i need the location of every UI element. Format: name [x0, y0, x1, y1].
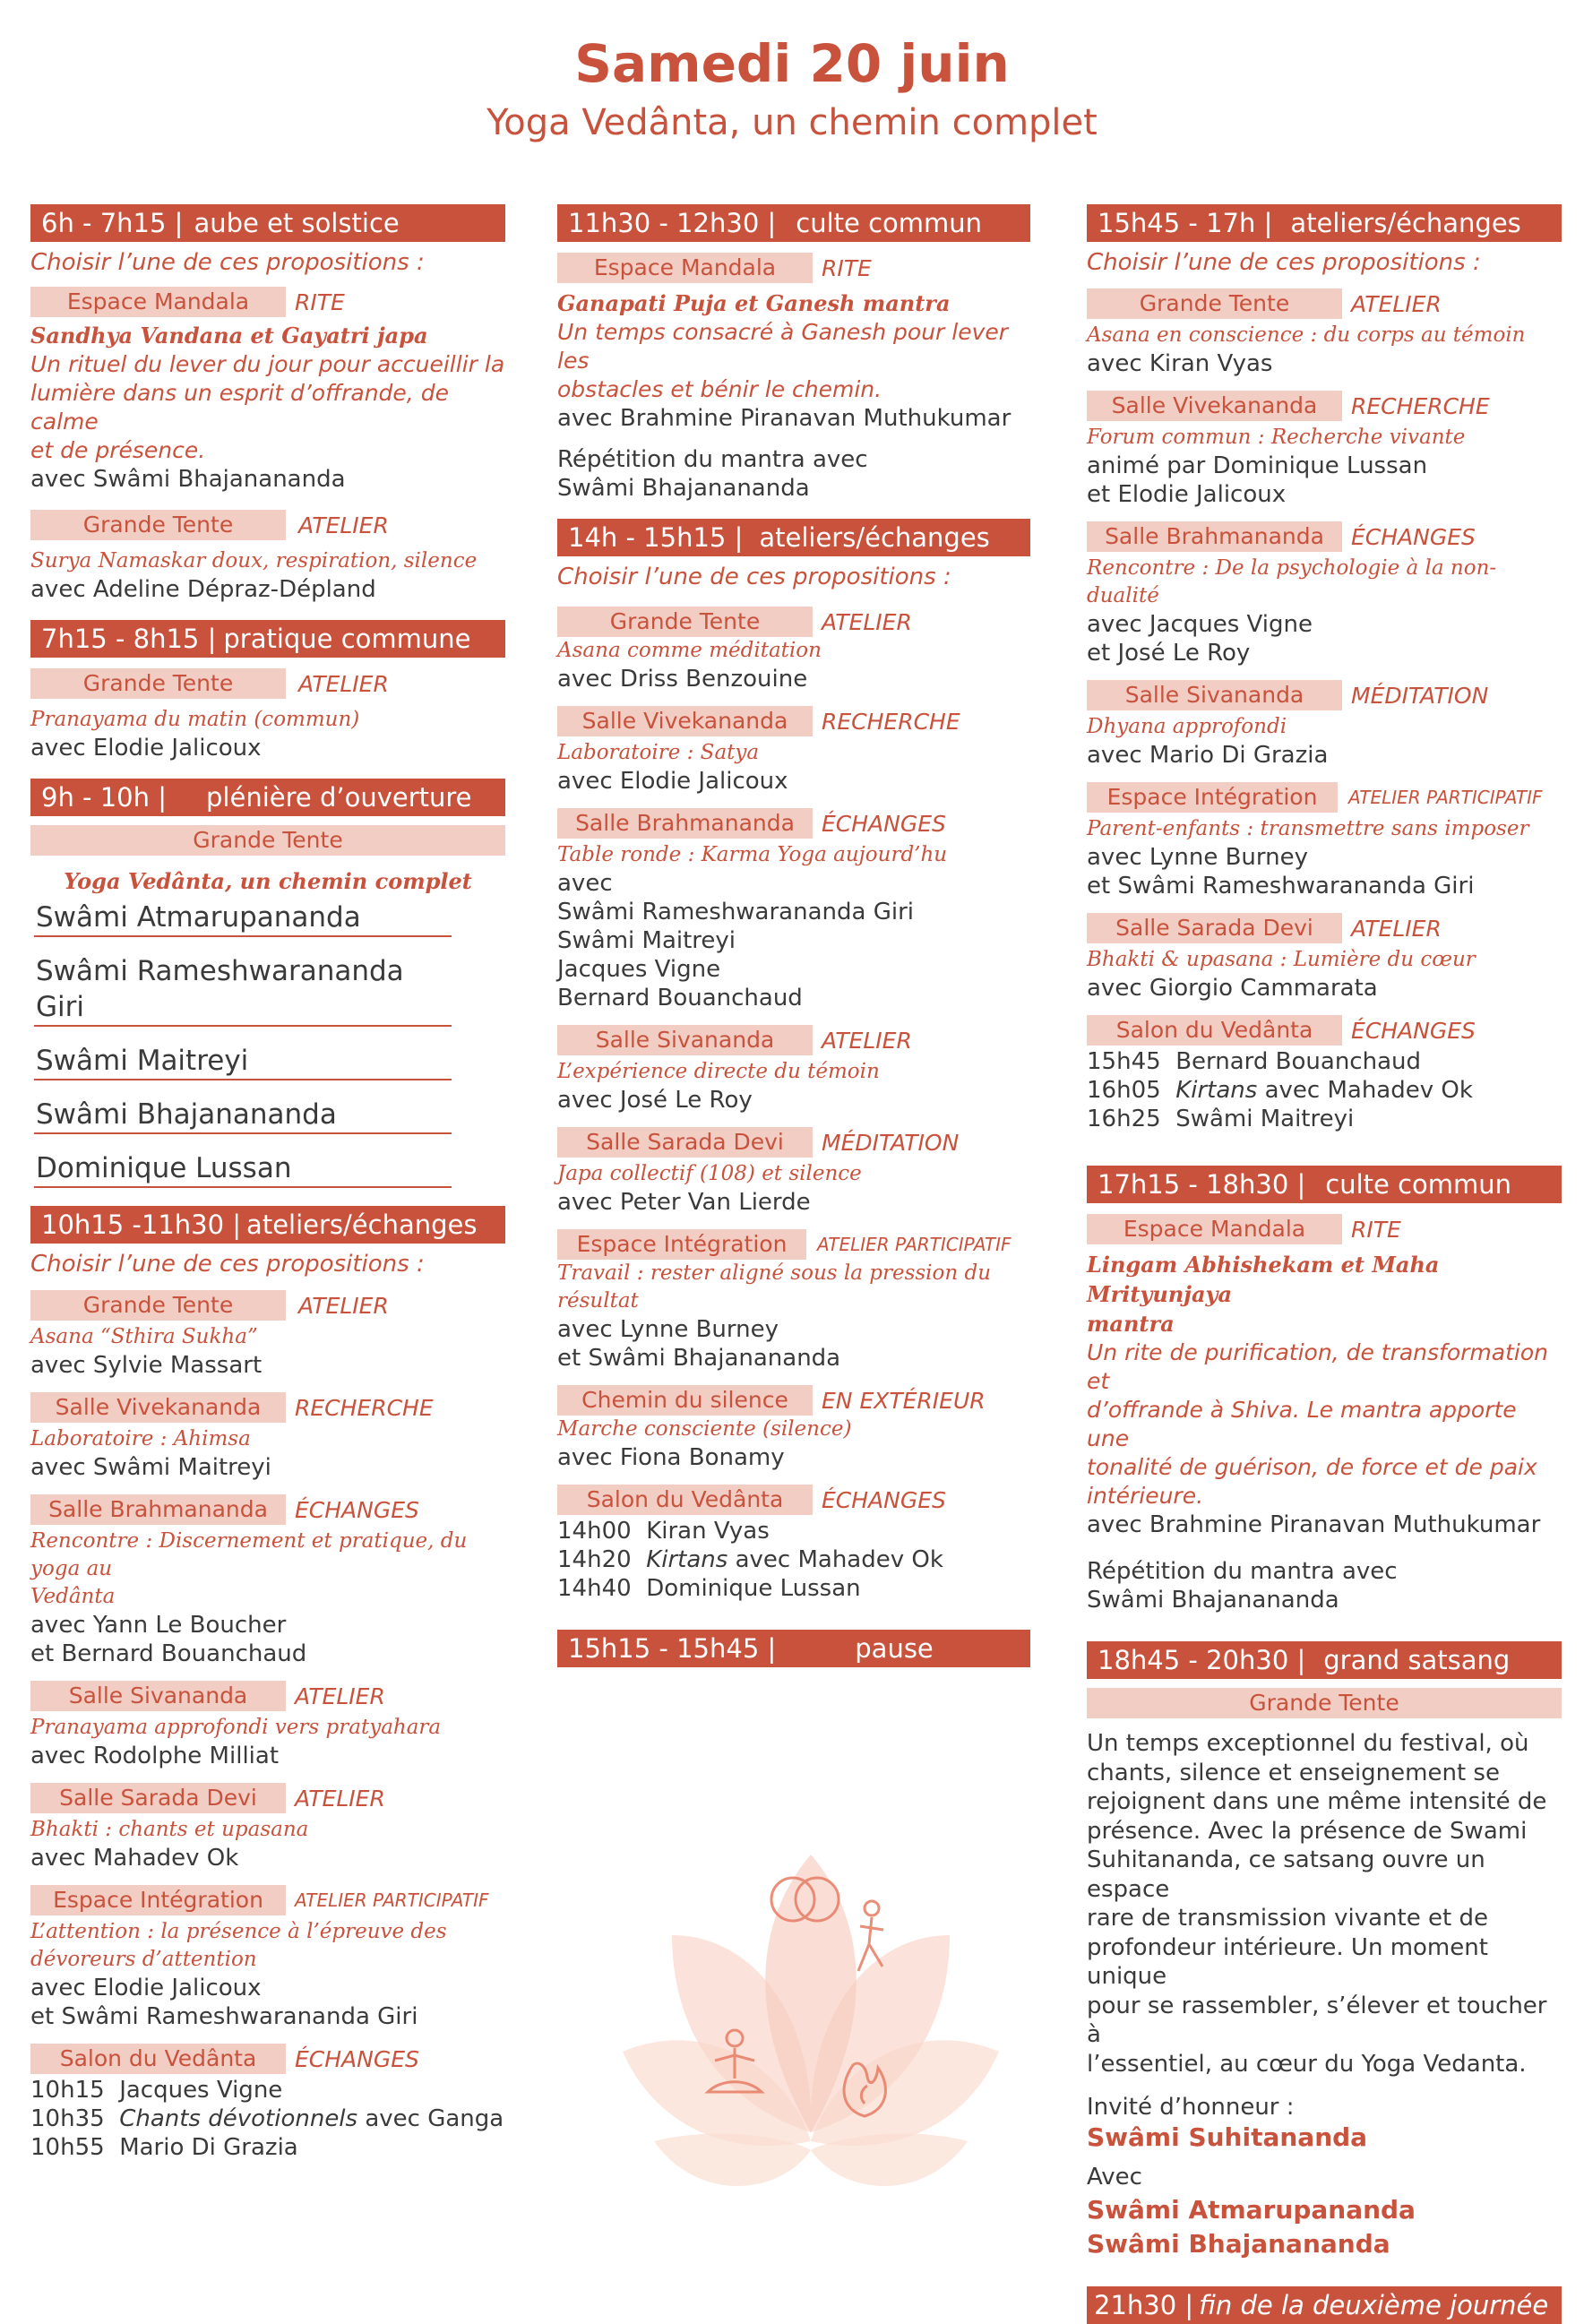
type-tag: ÉCHANGES	[295, 2045, 419, 2072]
session-topic: Dhyana approfondi	[1087, 715, 1287, 738]
section-header	[1087, 1166, 1562, 1203]
salon-row	[30, 2133, 505, 2162]
lotus-illustration	[618, 1837, 1003, 2222]
type-tag: ÉCHANGES	[822, 1486, 946, 1513]
session-desc-line: Un temps consacré à Ganesh pour lever les	[557, 319, 1009, 374]
section-header	[1087, 1641, 1562, 1679]
end-label: fin de la deuxième journée	[1199, 2290, 1549, 2320]
session-item	[30, 510, 505, 604]
type-tag: RECHERCHE	[295, 1394, 434, 1421]
type-tag: EN EXTÉRIEUR	[822, 1387, 986, 1414]
session-speaker: avec Adeline Dépraz-Dépland	[30, 576, 376, 603]
satsang-line: profondeur intérieure. Un moment unique	[1087, 1933, 1488, 1990]
type-tag: ATELIER	[822, 1027, 912, 1054]
salon-speaker: avec Mahadev Ok	[735, 1546, 943, 1573]
salon-row	[30, 2076, 505, 2105]
session-speaker: Jacques Vigne	[557, 956, 721, 983]
session-speaker: avec Jacques Vigne	[1087, 611, 1313, 638]
plenary-speaker: Swâmi Atmarupananda	[34, 899, 452, 937]
location-tag: Espace Intégration	[30, 1885, 286, 1915]
session-topic: Laboratoire : Ahimsa	[30, 1427, 251, 1450]
session-item	[30, 1494, 505, 1668]
session-item	[557, 1229, 1030, 1373]
type-tag: RITE	[1351, 1216, 1401, 1243]
type-tag: ATELIER	[295, 1683, 385, 1709]
session-speaker: Swâmi Maitreyi	[557, 927, 736, 954]
section-name: pratique commune	[223, 624, 471, 654]
session-item	[30, 1681, 505, 1770]
salon-time: 10h35	[30, 2105, 105, 2132]
session-topic: Bhakti & upasana : Lumière du cœur	[1087, 948, 1476, 971]
session-item	[557, 253, 1030, 503]
session-desc-line: d’offrande à Shiva. Le mantra apporte une	[1087, 1397, 1517, 1451]
session-speaker: et José Le Roy	[1087, 640, 1251, 667]
salon-speaker: Jacques Vigne	[119, 2077, 283, 2104]
session-speaker: avec Rodolphe Milliat	[30, 1743, 280, 1769]
session-speaker: avec Peter Van Lierde	[557, 1189, 811, 1216]
session-desc-line: obstacles et bénir le chemin.	[557, 376, 882, 402]
session-item	[1087, 782, 1562, 900]
session-title: Ganapati Puja et Ganesh mantra	[557, 290, 951, 316]
type-tag: ATELIER	[1351, 915, 1442, 942]
location-tag: Grande Tente	[1087, 288, 1342, 319]
session-speaker: avec Driss Benzouine	[557, 666, 808, 693]
session-speaker: et Swâmi Rameshwarananda Giri	[1087, 873, 1475, 899]
session-topic: Rencontre : De la psychologie à la non-dualité	[1087, 556, 1497, 607]
session-speaker: avec	[557, 870, 613, 897]
mantra-repetition: Swâmi Bhajanananda	[557, 475, 810, 502]
salon-row	[557, 1574, 1030, 1603]
column-afternoon	[1087, 204, 1562, 2324]
mantra-repetition: Swâmi Bhajanananda	[1087, 1587, 1339, 1614]
section-header	[557, 519, 1030, 556]
session-speaker: et Bernard Bouanchaud	[30, 1640, 307, 1667]
session-desc-line: tonalité de guérison, de force et de paix	[1087, 1454, 1537, 1480]
salon-time: 15h45	[1087, 1048, 1161, 1075]
section-header	[30, 204, 505, 242]
session-item	[557, 1385, 1030, 1472]
session-speaker: avec Elodie Jalicoux	[30, 1975, 262, 2001]
type-tag: RECHERCHE	[1351, 392, 1490, 419]
location-tag: Espace Mandala	[30, 287, 286, 317]
salon-speaker: Dominique Lussan	[646, 1575, 861, 1602]
location-tag: Salon du Vedânta	[1087, 1015, 1342, 1046]
salon-row	[557, 1517, 1030, 1545]
location-tag: Grande Tente	[30, 668, 286, 699]
session-item	[30, 1392, 505, 1482]
location-tag: Espace Mandala	[557, 253, 813, 283]
section-time: 15h45 - 17h |	[1098, 208, 1273, 238]
type-tag: ATELIER	[298, 670, 389, 697]
section-name: culte commun	[1325, 1169, 1512, 1200]
satsang-line: chants, silence et enseignement se	[1087, 1759, 1500, 1786]
plenary-speaker: Dominique Lussan	[34, 1150, 452, 1188]
session-speaker: avec Mario Di Grazia	[1087, 742, 1329, 769]
section-time: 15h15 - 15h45 |	[568, 1633, 777, 1664]
guest-of-honour: Swâmi Suhitananda	[1087, 2122, 1368, 2152]
session-desc-line: lumière dans un esprit d’offrande, de calme	[30, 380, 449, 435]
satsang-line: Suhitananda, ce satsang ouvre un espace	[1087, 1846, 1485, 1903]
session-item	[557, 706, 1030, 796]
salon-speaker: avec Mahadev Ok	[1264, 1077, 1473, 1104]
session-item	[1087, 521, 1562, 667]
session-speaker: avec Mahadev Ok	[30, 1845, 239, 1872]
type-tag: ATELIER	[1351, 290, 1442, 317]
mantra-repetition: Répétition du mantra avec	[1087, 1558, 1398, 1585]
session-speaker: avec Elodie Jalicoux	[557, 768, 788, 795]
salon-row	[1087, 1105, 1562, 1133]
section-time: 18h45 - 20h30 |	[1098, 1645, 1306, 1675]
location-tag: Salle Sivananda	[1087, 680, 1342, 710]
section-header	[1087, 204, 1562, 242]
type-tag: ATELIER	[822, 608, 912, 635]
location-tag: Salon du Vedânta	[30, 2044, 286, 2074]
column-midday	[557, 204, 1030, 1667]
type-tag: ATELIER	[298, 1292, 389, 1319]
session-topic: Bhakti : chants et upasana	[30, 1818, 309, 1841]
plenary-speaker: Swâmi Bhajanananda	[34, 1097, 452, 1134]
guest-label: Invité d’honneur :	[1087, 2094, 1295, 2121]
location-tag: Salle Sarada Devi	[30, 1783, 286, 1813]
session-topic: L’attention : la présence à l’épreuve des	[30, 1920, 447, 1943]
column-morning	[30, 204, 505, 2162]
section-name: ateliers/échanges	[759, 522, 990, 553]
session-item	[30, 1783, 505, 1872]
plenary-speaker: Swâmi Rameshwarananda Giri	[34, 953, 452, 1027]
section-time: 10h15 -11h30 |	[41, 1209, 242, 1240]
session-speaker: Bernard Bouanchaud	[557, 985, 803, 1011]
session-item	[30, 1290, 505, 1380]
type-tag: ATELIER PARTICIPATIF	[817, 1234, 1012, 1255]
session-topic: L’expérience directe du témoin	[557, 1060, 880, 1083]
session-topic: Pranayama approfondi vers pratyahara	[30, 1716, 442, 1739]
session-item	[557, 1127, 1030, 1217]
type-tag: ÉCHANGES	[822, 810, 946, 837]
satsang-description	[1087, 1729, 1562, 2079]
session-item	[1087, 288, 1562, 378]
satsang-line: l’essentiel, au cœur du Yoga Vedanta.	[1087, 2050, 1527, 2078]
section-time: 17h15 - 18h30 |	[1098, 1169, 1306, 1200]
salon-time: 16h25	[1087, 1106, 1161, 1132]
featured-speaker: Swâmi Bhajanananda	[1087, 2229, 1390, 2259]
type-tag: ATELIER PARTICIPATIF	[295, 1889, 489, 1911]
section-name: culte commun	[796, 208, 983, 238]
session-speaker: avec Swâmi Bhajanananda	[30, 466, 346, 493]
session-item	[30, 668, 505, 762]
location-tag: Espace Intégration	[557, 1229, 806, 1260]
location-tag: Grande Tente	[30, 825, 505, 856]
section-header	[30, 779, 505, 816]
type-tag: ATELIER PARTICIPATIF	[1348, 787, 1543, 808]
session-topic: Travail : rester aligné sous la pression du résultat	[557, 1261, 992, 1313]
type-tag: ATELIER	[295, 1785, 385, 1812]
session-speaker: avec Giorgio Cammarata	[1087, 975, 1378, 1002]
salon-row	[1087, 1047, 1562, 1076]
section-name: grand satsang	[1323, 1645, 1511, 1675]
session-speaker: et Elodie Jalicoux	[1087, 481, 1287, 508]
satsang-line: pour se rassembler, s’élever et toucher à	[1087, 1992, 1547, 2048]
featured-speaker: Swâmi Atmarupananda	[1087, 2195, 1416, 2225]
satsang-line: rejoignent dans une même intensité de	[1087, 1788, 1547, 1815]
location-tag: Salle Vivekananda	[30, 1392, 286, 1423]
session-speaker: avec Yann Le Boucher	[30, 1612, 287, 1639]
salon-row	[557, 1545, 1030, 1574]
salon-speaker: Mario Di Grazia	[119, 2134, 298, 2161]
location-tag: Salle Sarada Devi	[557, 1127, 813, 1158]
salon-time: 10h15	[30, 2077, 105, 2104]
salon-activity: Chants dévotionnels	[119, 2105, 358, 2132]
salon-speaker: avec Ganga	[365, 2105, 504, 2132]
with-label: Avec	[1087, 2164, 1142, 2191]
location-tag: Grande Tente	[30, 510, 286, 540]
session-topic: Pranayama du matin (commun)	[30, 708, 360, 731]
session-item	[30, 2044, 505, 2162]
plenary-speaker: Swâmi Maitreyi	[34, 1043, 452, 1080]
session-speaker: avec Swâmi Maitreyi	[30, 1454, 271, 1481]
session-title: Sandhya Vandana et Gayatri japa	[30, 323, 428, 349]
type-tag: ÉCHANGES	[295, 1496, 419, 1523]
end-time: 21h30 |	[1094, 2290, 1194, 2320]
type-tag: RITE	[295, 288, 345, 315]
session-topic: Marche consciente (silence)	[557, 1417, 852, 1441]
salon-time: 14h20	[557, 1546, 632, 1573]
session-desc-line: et de présence.	[30, 437, 206, 463]
session-topic: Surya Namaskar doux, respiration, silence	[30, 549, 478, 572]
session-speaker: avec Kiran Vyas	[1087, 350, 1273, 377]
section-header	[557, 204, 1030, 242]
session-topic: dévoreurs d’attention	[30, 1948, 257, 1971]
end-of-day-banner	[1087, 2286, 1562, 2324]
salon-activity: Kirtans	[646, 1546, 728, 1573]
type-tag: MÉDITATION	[1351, 682, 1489, 709]
choose-hint: Choisir l’une de ces propositions :	[30, 1251, 425, 1278]
session-item	[1087, 1015, 1562, 1133]
mantra-repetition: Répétition du mantra avec	[557, 446, 868, 473]
session-topic: Asana comme méditation	[557, 639, 822, 662]
type-tag: ÉCHANGES	[1351, 1017, 1476, 1044]
session-speaker: animé par Dominique Lussan	[1087, 452, 1428, 479]
session-speaker: avec Sylvie Massart	[30, 1352, 263, 1379]
session-topic: Asana “Sthira Sukha”	[30, 1325, 258, 1348]
salon-speaker: Swâmi Maitreyi	[1175, 1106, 1355, 1132]
satsang-line: rare de transmission vivante et de	[1087, 1905, 1488, 1932]
session-speaker: avec Brahmine Piranavan Muthukumar	[1087, 1511, 1541, 1538]
page-title: Samedi 20 juin	[574, 33, 1010, 94]
session-topic: Vedânta	[30, 1585, 116, 1608]
location-tag: Salle Brahmananda	[557, 808, 813, 839]
location-tag: Grande Tente	[557, 607, 813, 637]
session-speaker: avec Brahmine Piranavan Muthukumar	[557, 405, 1012, 432]
choose-hint: Choisir l’une de ces propositions :	[557, 564, 951, 590]
choose-hint: Choisir l’une de ces propositions :	[1087, 249, 1481, 276]
session-item	[1087, 391, 1562, 509]
section-time: 9h - 10h |	[41, 782, 168, 813]
location-tag: Grande Tente	[30, 1290, 286, 1321]
session-item	[557, 607, 1030, 693]
salon-time: 14h00	[557, 1518, 632, 1545]
salon-time: 10h55	[30, 2134, 105, 2161]
salon-time: 16h05	[1087, 1077, 1161, 1104]
satsang-line: présence. Avec la présence de Swami	[1087, 1817, 1528, 1845]
section-name: ateliers/échanges	[1290, 208, 1521, 238]
salon-speaker: Bernard Bouanchaud	[1175, 1048, 1421, 1075]
section-time: 6h - 7h15 |	[41, 208, 184, 238]
salon-time: 14h40	[557, 1575, 632, 1602]
section-name: aube et solstice	[194, 208, 400, 238]
session-speaker: et Swâmi Rameshwarananda Giri	[30, 2003, 418, 2030]
type-tag: RITE	[822, 254, 872, 281]
choose-hint: Choisir l’une de ces propositions :	[30, 249, 425, 276]
location-tag: Salle Sarada Devi	[1087, 913, 1342, 943]
session-topic: Laboratoire : Satya	[557, 741, 760, 764]
session-speaker: et Swâmi Bhajanananda	[557, 1345, 841, 1372]
session-topic: Forum commun : Recherche vivante	[1087, 426, 1466, 449]
session-item	[557, 808, 1030, 1012]
session-item	[1087, 680, 1562, 770]
session-item	[30, 287, 505, 494]
session-speaker: Swâmi Rameshwarananda Giri	[557, 899, 914, 925]
session-title: mantra	[1087, 1311, 1175, 1337]
section-name: pause	[855, 1633, 934, 1664]
session-desc-line: Un rituel du lever du jour pour accueillir la	[30, 351, 505, 377]
session-speaker: avec Elodie Jalicoux	[30, 735, 262, 762]
type-tag: ATELIER	[298, 512, 389, 538]
section-name: ateliers/échanges	[246, 1209, 478, 1240]
session-topic: Parent-enfants : transmettre sans imposer	[1087, 817, 1529, 840]
location-tag: Chemin du silence	[557, 1385, 813, 1416]
session-topic: Asana en conscience : du corps au témoin	[1087, 323, 1526, 347]
location-tag: Salle Brahmananda	[1087, 521, 1342, 552]
section-header	[557, 1630, 1030, 1667]
type-tag: ÉCHANGES	[1351, 523, 1476, 550]
location-tag: Salle Sivananda	[30, 1681, 286, 1711]
section-header	[30, 1206, 505, 1244]
section-name: plénière d’ouverture	[206, 782, 472, 813]
location-tag: Espace Intégration	[1087, 782, 1338, 813]
plenary-title: Yoga Vedânta, un chemin complet	[64, 868, 472, 894]
location-tag: Salle Vivekananda	[557, 706, 813, 736]
session-item	[30, 1885, 505, 2031]
session-item	[557, 1485, 1030, 1603]
location-tag: Salle Sivananda	[557, 1025, 813, 1055]
location-tag: Salle Brahmananda	[30, 1494, 286, 1525]
session-topic: Rencontre : Discernement et pratique, du yoga au	[30, 1529, 468, 1580]
session-desc-line: intérieure.	[1087, 1483, 1204, 1509]
salon-speaker: Kiran Vyas	[646, 1518, 770, 1545]
location-tag: Salon du Vedânta	[557, 1485, 813, 1515]
session-speaker: avec Lynne Burney	[1087, 844, 1308, 871]
section-time: 14h - 15h15 |	[568, 522, 744, 553]
page-subtitle: Yoga Vedânta, un chemin complet	[486, 102, 1098, 143]
session-desc-line: Un rite de purification, de transformation et	[1087, 1339, 1548, 1394]
section-time: 11h30 - 12h30 |	[568, 208, 777, 238]
session-topic: Table ronde : Karma Yoga aujourd’hu	[557, 843, 948, 866]
salon-row	[1087, 1076, 1562, 1105]
session-item	[557, 1025, 1030, 1115]
type-tag: MÉDITATION	[822, 1129, 960, 1156]
location-tag: Espace Mandala	[1087, 1214, 1342, 1244]
section-time: 7h15 - 8h15 |	[41, 624, 217, 654]
satsang-line: Un temps exceptionnel du festival, où	[1087, 1730, 1529, 1757]
session-speaker: avec Fiona Bonamy	[557, 1444, 785, 1471]
session-title: Lingam Abhishekam et Maha Mrityunjaya	[1087, 1252, 1440, 1307]
salon-activity: Kirtans	[1175, 1077, 1258, 1104]
session-speaker: avec Lynne Burney	[557, 1316, 779, 1343]
section-header	[30, 620, 505, 658]
session-speaker: avec José Le Roy	[557, 1087, 753, 1114]
session-topic: Japa collectif (108) et silence	[557, 1162, 862, 1185]
session-item	[1087, 1214, 1562, 1614]
session-item	[1087, 913, 1562, 1003]
location-tag: Grande Tente	[1087, 1688, 1562, 1718]
type-tag: RECHERCHE	[822, 708, 960, 735]
location-tag: Salle Vivekananda	[1087, 391, 1342, 421]
salon-row	[30, 2105, 505, 2133]
